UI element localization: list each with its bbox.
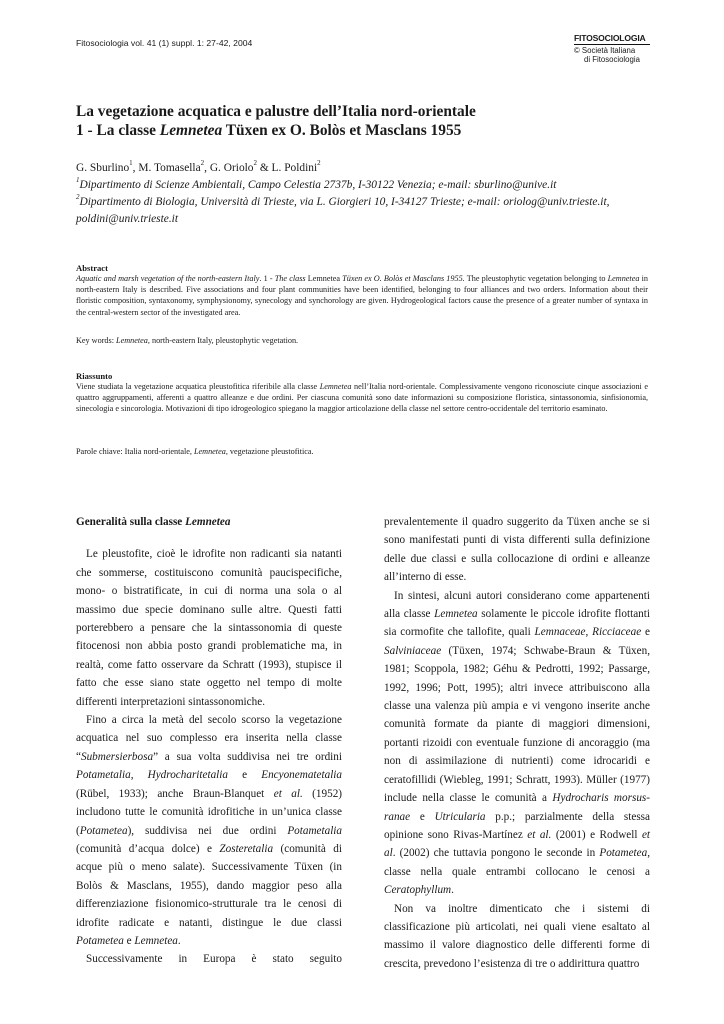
title-line-1: La vegetazione acquatica e palustre dell’Italia nord-orientale xyxy=(76,103,476,120)
section-title: Generalità sulla classe Lemnetea xyxy=(76,516,231,528)
riassunto-text: Viene studiata la vegetazione acquatica pleustofitica riferibile alla classe Lemnetea nell’Italia nord-orientale. Complessivamente vengono riconosciute cinque associazioni e quattro aggruppamenti, afferenti a quattro alleanze e due ordini. Per ciascuna comunità sono date informazioni su composizione floristica, sintassonomia, sinfisionomia, sinecologia e sincorologia. Motivazioni di tipo idrogeologico spiegano la maggior articolazione della classe nel settore centro-occidentale del territorio esaminato. xyxy=(76,382,648,414)
title-line-2: 1 - La classe Lemnetea Tüxen ex O. Bolòs et Masclans 1955 xyxy=(76,122,462,139)
affiliation-2: $^2$Dipartimento di Biologia, Università di Trieste, via L. Giorgieri 10, I-34127 Trieste; e-mail: oriolog@univ.trieste.it, xyxy=(76,193,610,208)
abstract-heading: Abstract xyxy=(76,263,108,273)
paragraph-3: Successivamente in Europa è stato seguito xyxy=(86,953,342,966)
parole-chiave-line: Parole chiave: Italia nord-orientale, Lemnetea, vegetazione pleustofitica. xyxy=(76,447,314,456)
body-column-left xyxy=(76,513,342,969)
abstract-text: Aquatic and marsh vegetation of the north-eastern Italy. 1 - The class Lemnetea Tüxen ex O. Bolòs et Masclans 1955. The pleustophytic vegetation belonging to Lemnetea in north-eastern Italy is described. Five associations and four plant communities have been identified, belonging to four alliances and two orders. Information about their floristic composition, syntaxonomy, symphysionomy, synecology and synchorology are given. Hydrogeological factors cause the presence of a greater number of syntaxa in the central-western sector of the investigated area. xyxy=(76,274,648,317)
copyright-line-2: di Fitosociologia xyxy=(584,55,640,64)
paragraph-2: Fino a circa la metà del secolo scorso la vegetazione acquatica nel suo complesso era inserita nella classe “Submersierbosa” a sua volta suddivisa nei tre ordini Potametalia, Hydrocharitetalia e Encyonematetalia (Rübel, 1933); anche Braun-Blanquet et al. (1952) includono tutte le comunità idrofitiche in un’unica classe (Potametea), suddivisa nei due ordini Potametalia (comunità d’acqua dolce) e Zosteretalia (comunità di acque più o meno salate). Successivamente Tüxen (in Bolòs & Masclans, 1955), dando maggior peso alla differenziazione fisionomico-strutturale tra le cenosi di idrofite radicate e natanti, distingue le due classi Potametea e Lemnetea. xyxy=(76,714,343,947)
abstract-section xyxy=(76,263,648,318)
author-block xyxy=(76,160,666,228)
paragraph-4: In sintesi, alcuni autori considerano come appartenenti alla classe Lemnetea solamente le piccole idrofite flottanti sia cormofite che tallofite, quali Lemnaceae, Ricciaceae e Salviniaceae (Tüxen, 1974; Schwabe-Braun & Tüxen, 1981; Scoppola, 1982; Géhu & Pedrotti, 1992; Passarge, 1992, 1996; Pott, 1995); altri invece attribuiscono alla classe una valenza più ampia e vi vengono inserite anche comunità formate da piante di maggiori dimensioni, portanti rizoidi con eventuale funzione di ancoraggio (ma non di assimilazione di nutrienti) come idrocaridi e ceratofillidi (Wiebleg, 1991; Schratt, 1993). Müller (1977) include nella classe le comunità a Hydrocharis morsus-ranae e Utricularia p.p.; parzialmente della stessa opinione sono Rivas-Martínez et al. (2001) e Rodwell et al. (2002) che tuttavia pongono le seconde in Potametea, classe nella quale entrambi collocano le cenosi a Ceratophyllum. xyxy=(384,589,651,897)
affiliation-2-continued: poldini@univ.trieste.it xyxy=(76,213,179,225)
paragraph-5: Non va inoltre dimenticato che i sistemi di classificazione più articolati, nei quali viene esaltato al massimo il valore diagnostico delle differenti forme di crescita, prevedono l’esistenza di tre o addirittura quattro xyxy=(384,902,650,970)
copyright-line-1: © Società Italiana xyxy=(574,46,636,55)
society-logo-block xyxy=(574,34,650,64)
body-column-right xyxy=(384,513,650,973)
paragraph-1: Le pleustofite, cioè le idrofite non radicanti sia natanti che sommerse, costituiscono comunità paucispecifiche, mono- o bistratificate, in cui di norma una sola o al massimo due specie dominano sulle altre. Questi fatti porterebbero a pensare che la sintassonomia di queste fitocenosi non abbia posto grandi problematiche ma, in realtà, come fatto osservare da Schratt (1993), stupisce il fatto che esse siano state oggetto nel tempo di molte differenti interpretazioni sintassonomiche. xyxy=(76,548,342,708)
paragraph-3-continued: prevalentemente il quadro suggerito da Tüxen anche se si sono manifestati punti di vista differenti sulla definizione delle due classi e sulla collocazione di ordini e alleanze all’interno di esse. xyxy=(384,516,650,584)
affiliation-1: $^1$Dipartimento di Scienze Ambientali, Campo Celestia 2737b, I-30122 Venezia; e-mail: sburlino@unive.it xyxy=(76,176,557,191)
riassunto-section xyxy=(76,371,648,415)
riassunto-heading: Riassunto xyxy=(76,371,113,381)
journal-reference: Fitosociologia vol. 41 (1) suppl. 1: 27-42, 2004 xyxy=(76,38,253,48)
author-list: G. Sburlino$^1$, M. Tomasella$^2$, G. Oriolo$^2$ & L. Poldini$^2$ xyxy=(76,159,321,174)
paper-title xyxy=(76,102,656,140)
journal-logo: FITOSOCIOLOGIA xyxy=(574,34,650,45)
keywords-line: Key words: Lemnetea, north-eastern Italy, pleustophytic vegetation. xyxy=(76,336,299,345)
